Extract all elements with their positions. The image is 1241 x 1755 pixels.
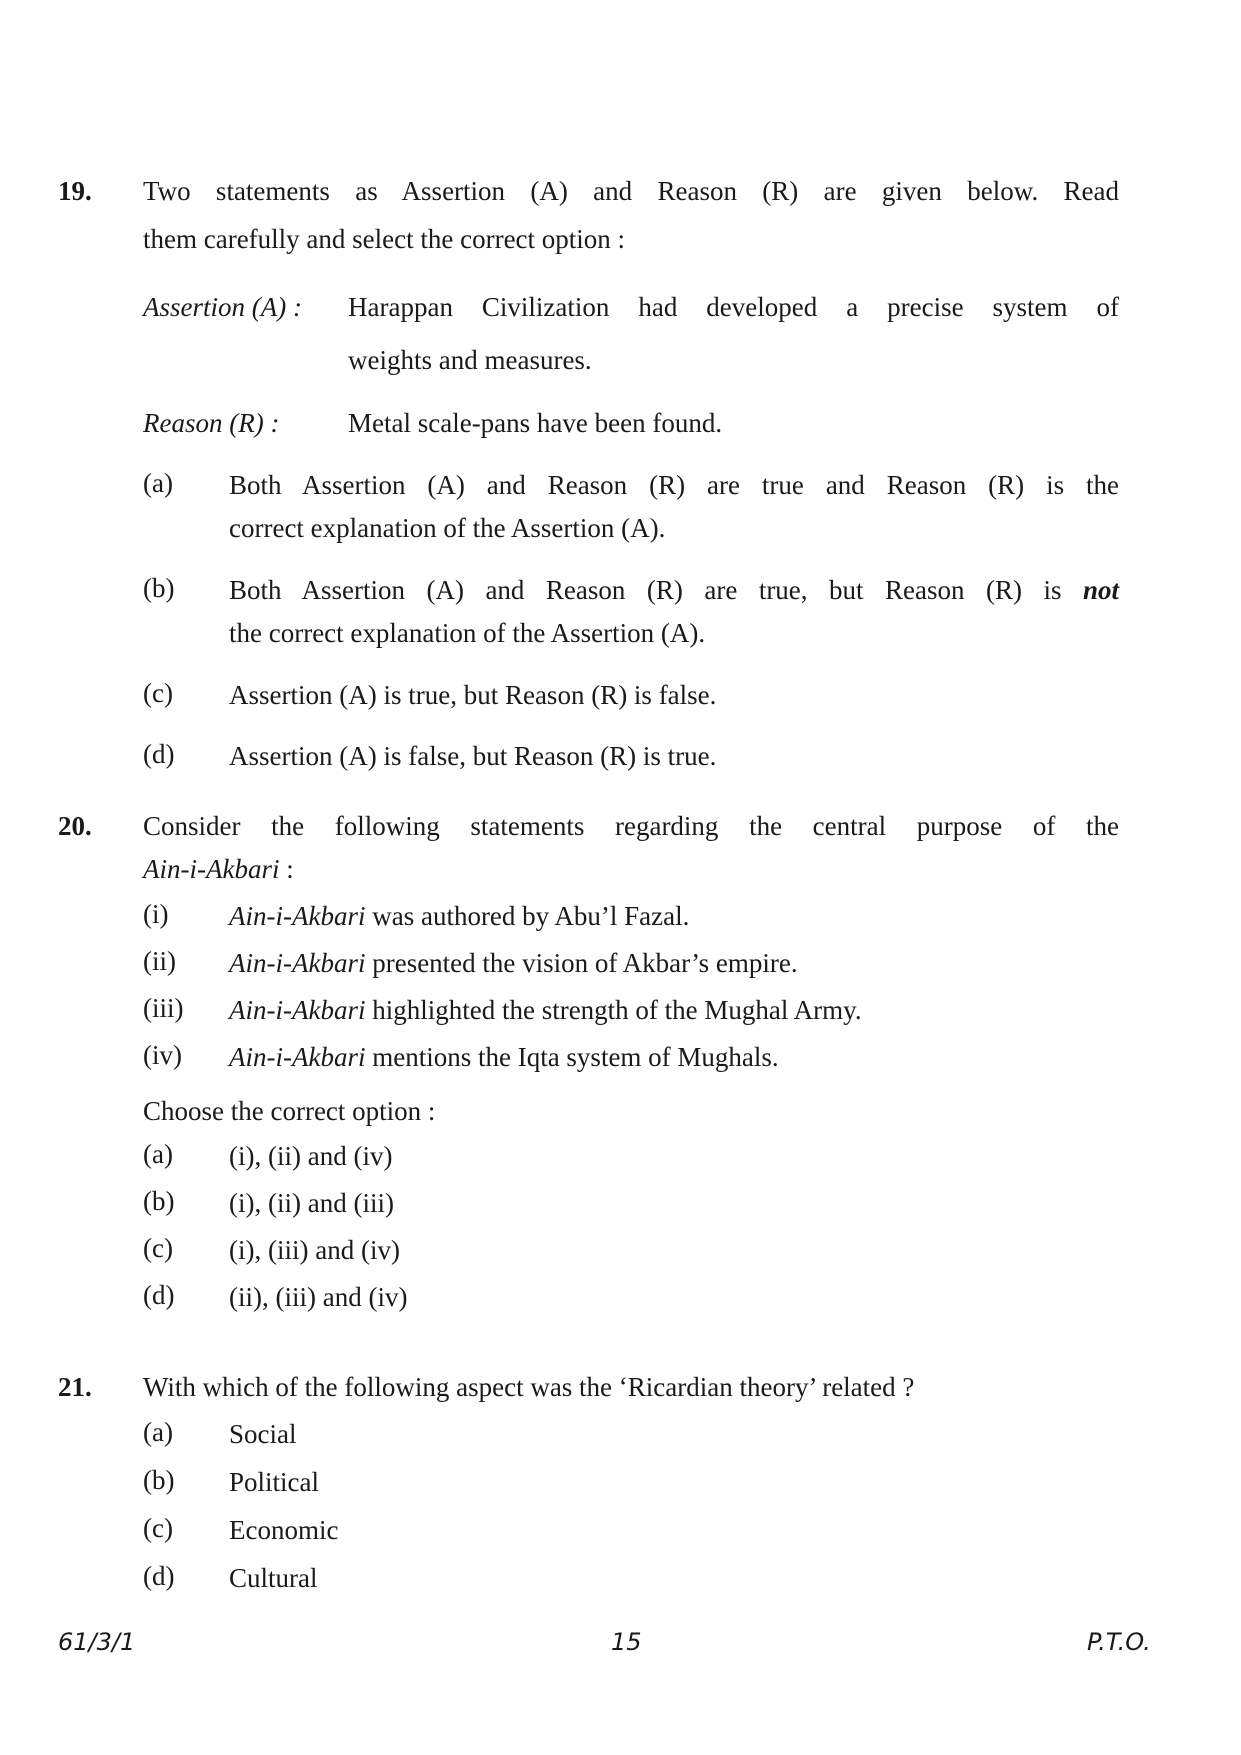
q20-option-c-label: (c) [143,1233,173,1263]
q20-option-d-text: (ii), (iii) and (iv) [229,1282,408,1312]
question-19-stem-line-2: them carefully and select the correct option : [143,224,626,254]
q19-option-a-label: (a) [143,468,173,498]
question-19-stem-line-1: Two statements as Assertion (A) and Reason (R) are given below. Read [143,176,1119,206]
q21-option-b-label: (b) [143,1465,175,1495]
question-21-number: 21. [58,1372,92,1402]
q21-option-c-text: Economic [229,1515,339,1545]
page-number: 15 [611,1628,642,1656]
question-19-number: 19. [58,176,92,206]
assertion-line-2: weights and measures. [348,345,592,375]
ain-i-akbari-title: Ain-i-Akbari [143,854,280,884]
q20-statement-ii [229,946,798,980]
question-20-stem-line-2 [143,852,294,886]
q19-option-d-label: (d) [143,739,175,769]
assertion-label: Assertion (A) : [143,292,302,322]
q20-option-b-label: (b) [143,1186,175,1216]
q19-option-b-emphasis: not [1082,575,1120,605]
q21-option-a-label: (a) [143,1417,173,1447]
reason-label: Reason (R) : [143,408,280,438]
q19-option-c-text: Assertion (A) is true, but Reason (R) is false. [229,680,717,710]
q19-option-a-line-1: Both Assertion (A) and Reason (R) are true and Reason (R) is the [229,470,1119,500]
q19-option-b-line-1-text: Both Assertion (A) and Reason (R) are true, but Reason (R) is [229,575,1062,605]
paper-code: 61/3/1 [58,1628,136,1656]
q19-option-b-line-2: the correct explanation of the Assertion (A). [229,618,706,648]
q20-statement-iii-em: Ain-i-Akbari [229,995,366,1025]
please-turn-over: P.T.O. [1087,1628,1151,1656]
q21-option-d-text: Cultural [229,1563,318,1593]
q19-option-a-line-2: correct explanation of the Assertion (A). [229,513,666,543]
question-20-stem-line-1: Consider the following statements regarding the central purpose of the [143,811,1119,841]
q19-option-b-label: (b) [143,573,175,603]
q21-option-d-label: (d) [143,1561,175,1591]
q20-statement-i [229,899,689,933]
q20-statement-iii-label: (iii) [143,993,184,1023]
q20-option-c-text: (i), (iii) and (iv) [229,1235,400,1265]
q20-statement-ii-rest: presented the vision of Akbar’s empire. [365,948,798,978]
q21-option-a-text: Social [229,1419,297,1449]
q20-statement-ii-em: Ain-i-Akbari [229,948,366,978]
q20-statement-i-label: (i) [143,899,169,929]
question-21-stem: With which of the following aspect was the ‘Ricardian theory’ related ? [143,1372,915,1402]
q20-statement-iv [229,1040,779,1074]
q19-option-b-line-1 [229,573,1119,607]
q20-statement-i-em: Ain-i-Akbari [229,901,366,931]
q20-statement-iv-em: Ain-i-Akbari [229,1042,366,1072]
q20-option-a-text: (i), (ii) and (iv) [229,1141,393,1171]
q21-option-b-text: Political [229,1467,319,1497]
assertion-line-1: Harappan Civilization had developed a precise system of [348,292,1119,322]
q20-statement-i-rest: was authored by Abu’l Fazal. [365,901,690,931]
q20-option-b-text: (i), (ii) and (iii) [229,1188,394,1218]
q20-statement-iii [229,993,862,1027]
q20-choose-instruction: Choose the correct option : [143,1096,436,1126]
q20-option-a-label: (a) [143,1139,173,1169]
q21-option-c-label: (c) [143,1513,173,1543]
q20-option-d-label: (d) [143,1280,175,1310]
q20-statement-iv-label: (iv) [143,1040,182,1070]
q19-option-d-text: Assertion (A) is false, but Reason (R) is true. [229,741,717,771]
q19-option-c-label: (c) [143,678,173,708]
question-20-number: 20. [58,811,92,841]
q20-statement-ii-label: (ii) [143,946,176,976]
reason-text: Metal scale-pans have been found. [348,408,723,438]
q20-statement-iv-rest: mentions the Iqta system of Mughals. [365,1042,779,1072]
q20-statement-iii-rest: highlighted the strength of the Mughal Army. [365,995,862,1025]
question-20-stem-colon: : [279,854,294,884]
